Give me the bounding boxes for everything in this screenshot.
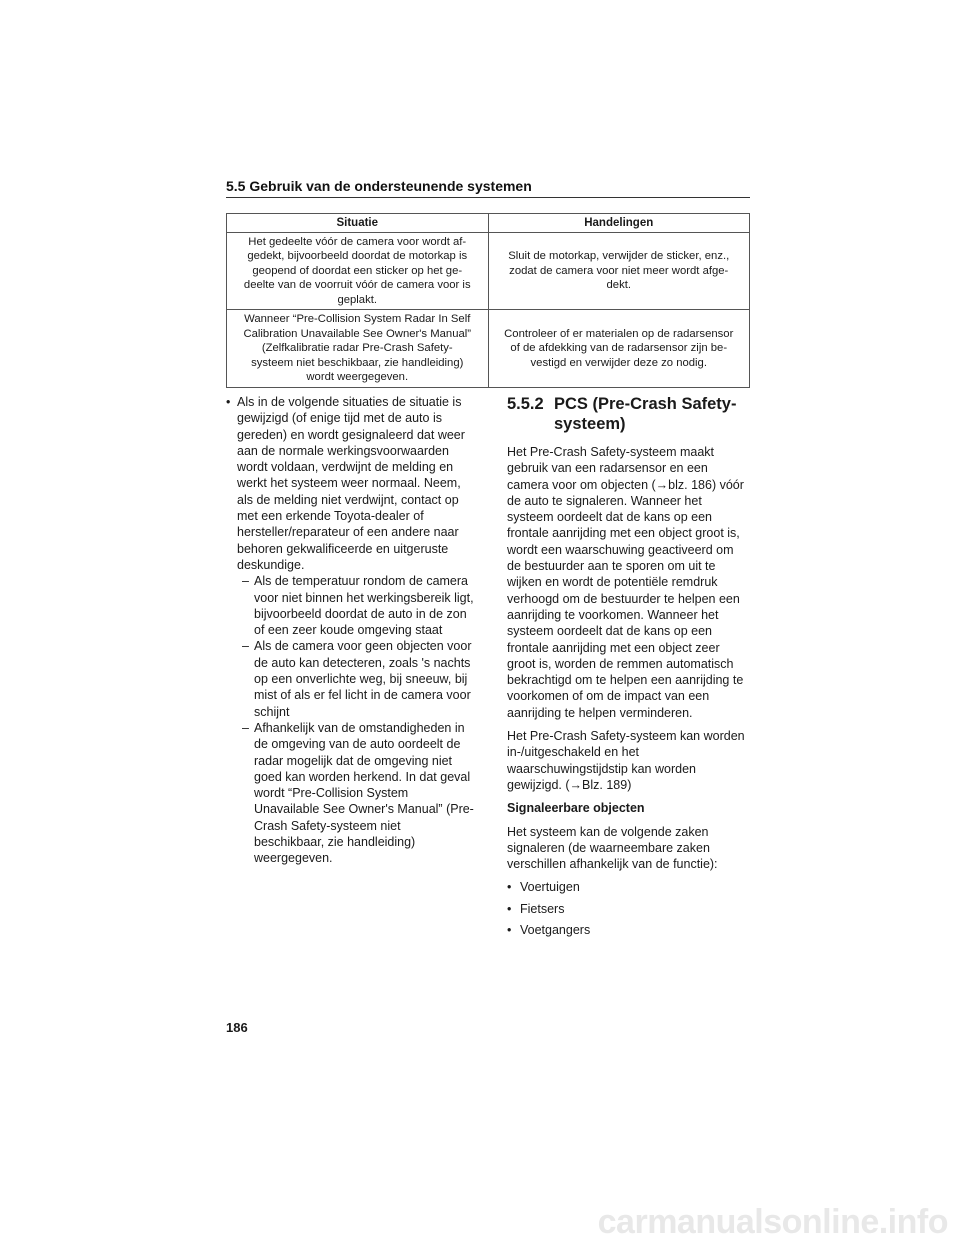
bullet-text: Als in de volgende situaties de situatie is gewijzigd (of enige tijd met de auto is gereden) en wordt gesignaleerd dat weer aan de normale werkingsvoorwaarden wordt voldaan, verdwijnt de melding en werkt het systeem weer normaal. Neem, als de melding niet verdwijnt, contact op met een erkende Toyota-dealer of hersteller/reparateur of een andere naar behoren gekwalificeerde en uitgeruste deskundige.	[237, 395, 465, 572]
section-heading-title: PCS (Pre-Crash Safety-systeem)	[554, 395, 737, 433]
table-cell-situatie: Het gedeelte vóór de camera voor wordt af- gedekt, bijvoorbeeld doordat de motorkap is geopend of doordat een sticker op het ge- deelte van de voorruit vóór de camera voor is geplakt.	[227, 232, 489, 310]
section-heading-number: 5.5.2	[507, 395, 544, 413]
sub-item-text: Afhankelijk van de omstandigheden in de omgeving van de auto oordeelt de radar mogelijk dat de omgeving niet goed kan worden herkend. In dat geval wordt “Pre-Collision System Unavailable See Owner's Manual” (Pre-Crash Safety-systeem niet beschikbaar, zie handleiding) weergegeven.	[254, 720, 474, 866]
dash-mark: –	[242, 574, 249, 589]
table-cell-handeling: Sluit de motorkap, verwijder de sticker, enz., zodat de camera voor niet meer wordt afge- dekt.	[488, 232, 750, 310]
situation-table	[226, 213, 750, 388]
sub-list-item	[242, 720, 474, 867]
list-item-text: Voetgangers	[520, 923, 591, 938]
sub-list-item	[242, 638, 474, 719]
bullet-mark: •	[507, 923, 512, 938]
paragraph: Het systeem kan de volgende zaken signaleren (de waarneembare zaken verschillen afhankelijk van de functie):	[507, 824, 718, 872]
section-header: 5.5 Gebruik van de ondersteunende systemen	[226, 178, 750, 198]
page-number: 186	[226, 1020, 248, 1035]
paragraph: Het Pre-Crash Safety-systeem maakt gebruik van een radarsensor en een camera voor om objecten (→blz. 186) vóór de auto te signaleren. Wanneer het systeem oordeelt dat de kans op een frontale aanrijding met een object groot is, wordt een waarschuwing geactiveerd om de bestuurder aan te sporen om uit te wijken en wordt de potentiële remdruk verhoogd om de bestuurder te helpen een aanrijding te voorkomen. Wanneer het systeem oordeelt dat de kans op een frontale aanrijding met een object zeer groot is, worden de remmen automatisch bekrachtigd om te helpen een aanrijding te voorkomen of om de impact van een aanrijding te helpen verminderen.	[507, 445, 744, 720]
list-item	[507, 879, 750, 895]
table-cell-situatie: Wanneer “Pre-Collision System Radar In Self Calibration Unavailable See Owner's Manual” (Zelfkalibratie radar Pre-Crash Safety- systeem niet beschikbaar, zie handleiding) wordt weergegeven.	[227, 310, 489, 388]
sub-list	[242, 573, 474, 866]
bullet-mark: •	[507, 880, 512, 895]
dash-mark: –	[242, 720, 249, 735]
list-item-text: Fietsers	[520, 901, 565, 916]
bullet-mark: •	[226, 395, 231, 409]
bullet-item	[226, 394, 474, 573]
table-cell-handeling: Controleer of er materialen op de radarsensor of de afdekking van de radarsensor zijn be- vestigd en verwijder deze zo nodig.	[488, 310, 750, 388]
right-column	[507, 394, 750, 943]
section-heading	[507, 394, 750, 434]
sub-list-item	[242, 573, 474, 638]
table-row	[227, 232, 750, 310]
watermark-logo: carmanualsonline.info	[597, 1203, 948, 1241]
table-header-row	[227, 214, 750, 233]
subheading: Signaleerbare objecten	[507, 801, 645, 816]
left-column	[226, 394, 474, 867]
table-header-situatie: Situatie	[227, 214, 489, 233]
sub-item-text: Als de camera voor geen objecten voor de auto kan detecteren, zoals 's nachts op een onverlichte weg, bij sneeuw, bij mist of als er fel licht in de camera voor schijnt	[254, 639, 472, 719]
bullet-mark: •	[507, 901, 512, 916]
table-row	[227, 310, 750, 388]
sub-item-text: Als de temperatuur rondom de camera voor niet binnen het werkingsbereik ligt, bijvoorbeeld doordat de auto in de zon of een zeer koude omgeving staat	[254, 574, 474, 638]
list-item	[507, 901, 750, 917]
paragraph: Het Pre-Crash Safety-systeem kan worden in-/uitgeschakeld en het waarschuwingstijdstip kan worden gewijzigd. (→Blz. 189)	[507, 729, 745, 792]
list-item-text: Voertuigen	[520, 880, 580, 895]
dash-mark: –	[242, 639, 249, 654]
table-header-handelingen: Handelingen	[488, 214, 750, 233]
list-item	[507, 922, 750, 938]
